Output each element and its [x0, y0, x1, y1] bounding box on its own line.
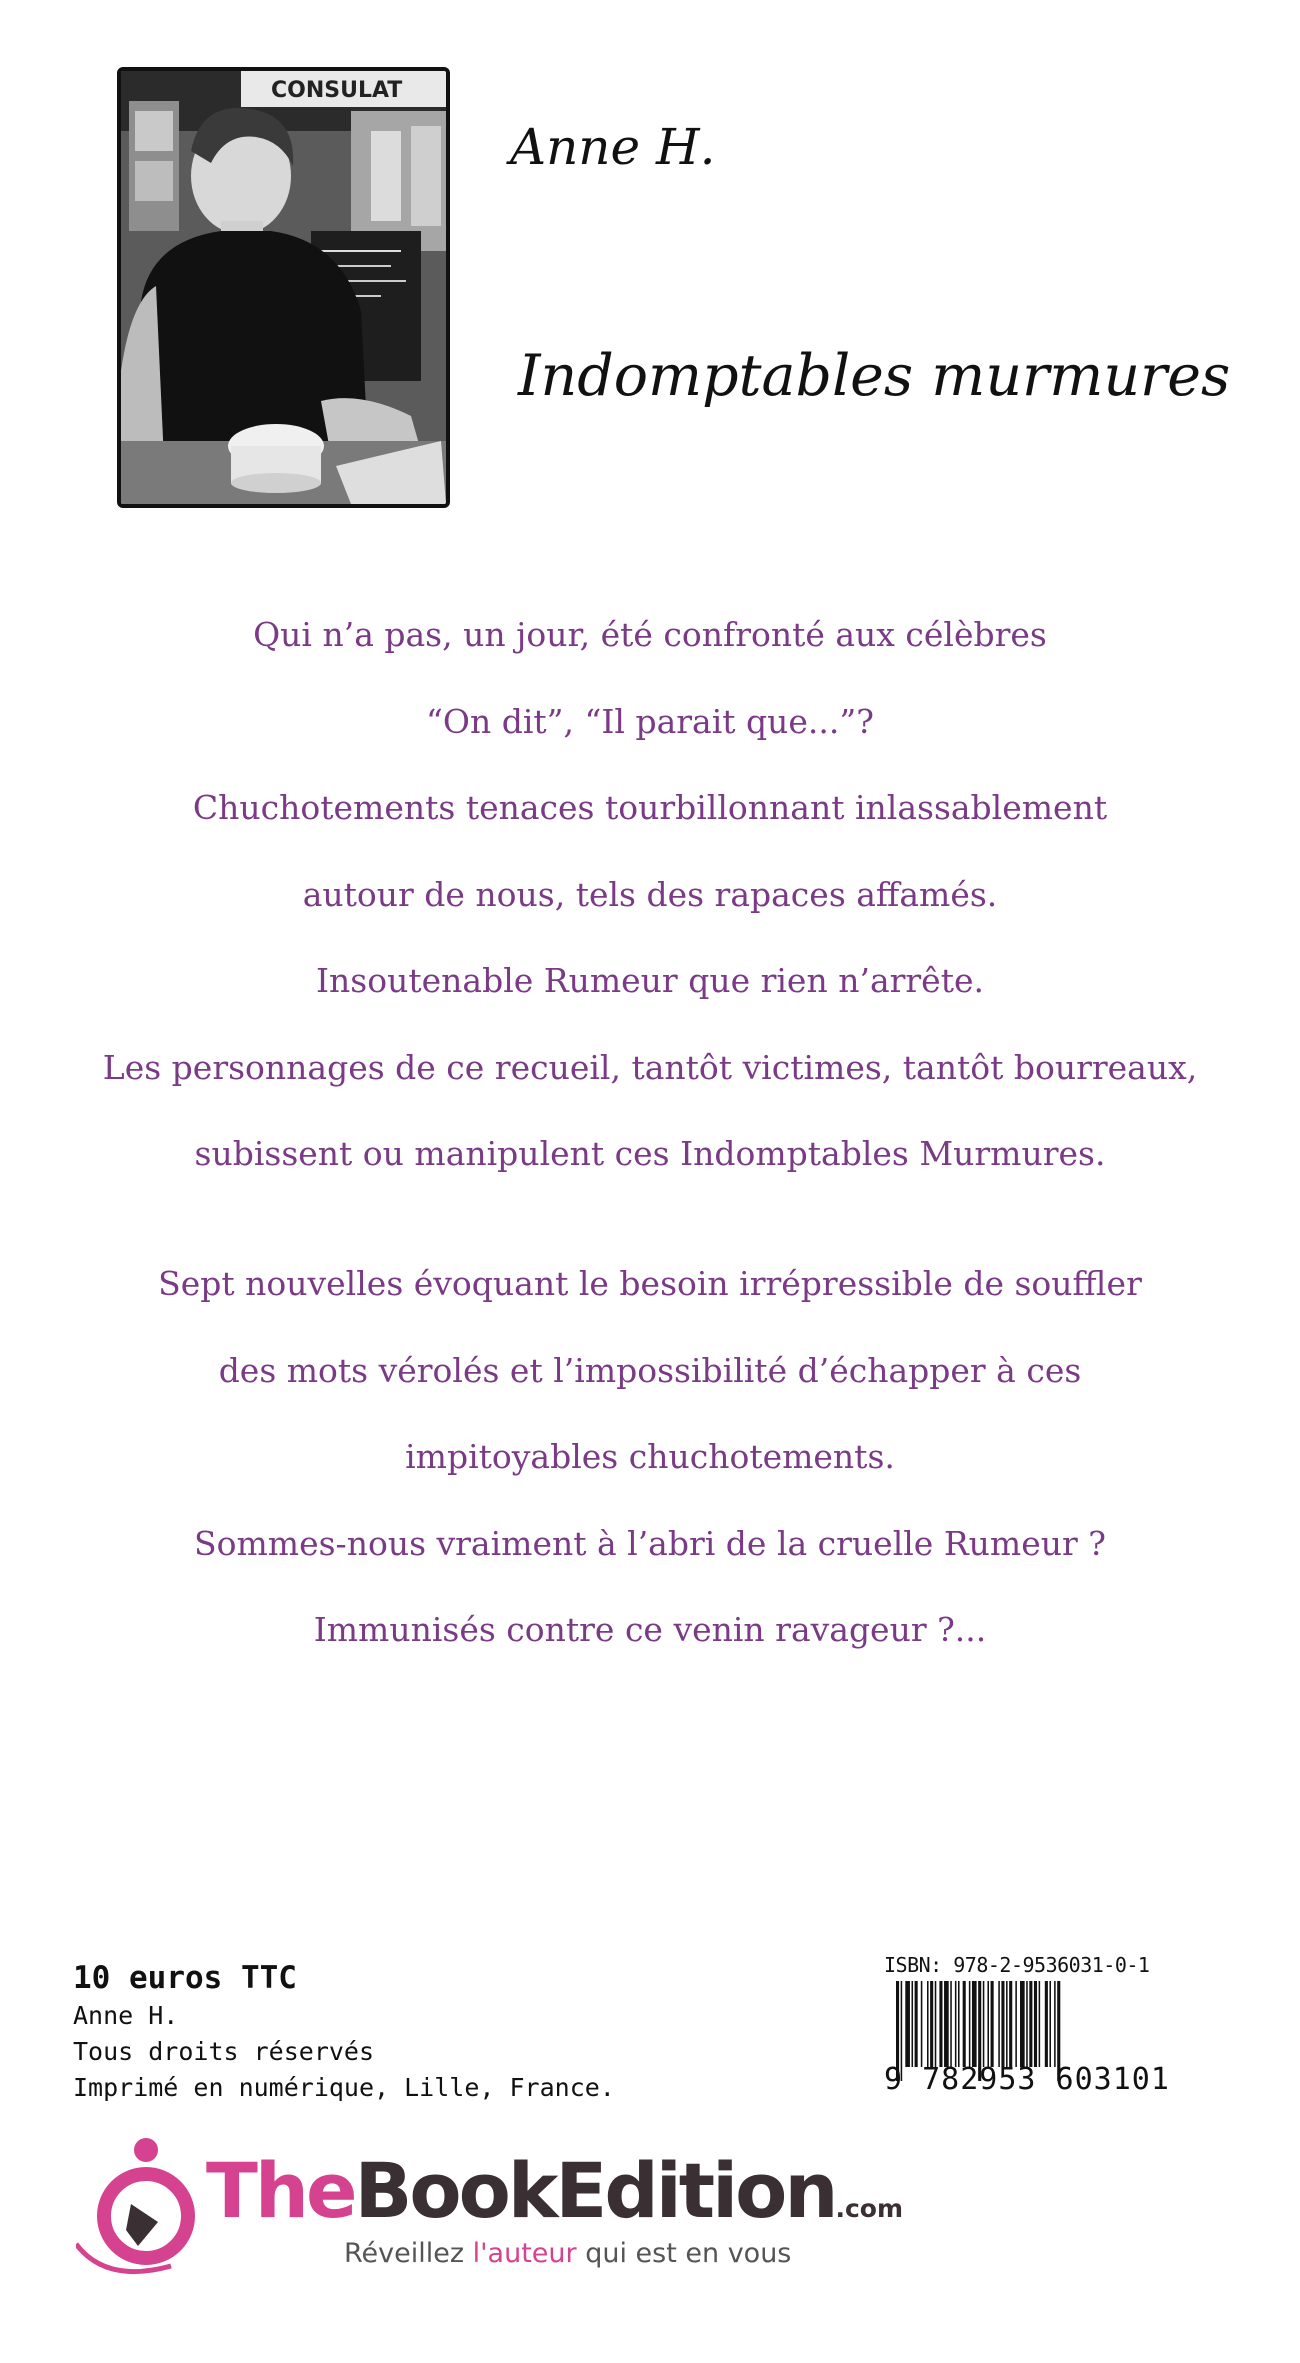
barcode-bar	[1001, 1981, 1004, 2067]
barcode	[884, 1953, 1170, 2097]
blurb-line: “On dit”, “Il parait que...”?	[426, 701, 874, 741]
barcode-bar	[991, 1981, 994, 2067]
barcode-bar	[1020, 1981, 1025, 2067]
barcode-bar	[969, 1981, 971, 2067]
barcode-bar	[1029, 1981, 1032, 2067]
print-location: Imprimé en numérique, Lille, France.	[73, 2073, 615, 2102]
barcode-bar	[939, 1981, 942, 2067]
thebookedition-logo-icon	[76, 2134, 206, 2284]
tagline-accent: l'auteur	[472, 2238, 577, 2269]
barcode-bar	[1026, 1981, 1028, 2067]
barcode-bar	[912, 1981, 914, 2067]
brand-rest: BookEdition	[354, 2146, 836, 2235]
blurb-line: Les personnages de ce recueil, tantôt victimes, tantôt bourreaux,	[102, 1047, 1198, 1087]
brand-the: The	[206, 2146, 355, 2235]
barcode-bar	[921, 1981, 923, 2067]
blurb-line: subissent ou manipulent ces Indomptables Murmures.	[194, 1134, 1106, 1173]
barcode-bar	[1049, 1981, 1051, 2067]
blurb-line: Qui n’a pas, un jour, été confronté aux célèbres	[253, 615, 1047, 654]
barcode-bar	[930, 1981, 933, 2067]
author-photo	[117, 67, 450, 508]
barcode-bar	[972, 1981, 977, 2067]
barcode-bar	[998, 1981, 1000, 2067]
blurb-line: Sept nouvelles évoquant le besoin irrépressible de souffler	[158, 1264, 1142, 1303]
blurb-line: Immunisés contre ce venin ravageur ?...	[313, 1610, 987, 1649]
barcode-bar	[958, 1981, 960, 2067]
barcode-bar	[915, 1981, 918, 2067]
barcode-bar	[987, 1981, 989, 2067]
barcode-bar	[1015, 1981, 1017, 2067]
barcode-bar	[1034, 1981, 1037, 2067]
book-title: Indomptables murmures	[518, 343, 1231, 409]
blurb-paragraph-2	[0, 1241, 1300, 1674]
consulat-sign: CONSULAT	[271, 78, 403, 103]
barcode-bar	[983, 1981, 985, 2067]
imprint-info	[73, 1958, 615, 2106]
blurb-line: Insoutenable Rumeur que rien n’arrête.	[316, 961, 984, 1000]
barcode-bar	[905, 1981, 910, 2067]
barcode-bar	[1054, 1981, 1056, 2067]
tagline-before: Réveillez	[344, 2238, 473, 2269]
rights-notice: Tous droits réservés	[73, 2037, 375, 2066]
barcode-bar	[927, 1981, 929, 2067]
tagline-after: qui est en vous	[576, 2238, 792, 2269]
ean-digits: 9 782953 603101	[884, 2062, 1170, 2097]
barcode-bar	[1006, 1981, 1008, 2067]
isbn-label: ISBN: 978-2-9536031-0-1	[884, 1953, 1150, 1977]
blurb-line: des mots vérolés et l’impossibilité d’échapper à ces	[218, 1350, 1082, 1390]
barcode-bar	[1045, 1981, 1048, 2067]
blurb-line: Sommes-nous vraiment à l’abri de la cruelle Rumeur ?	[194, 1523, 1106, 1563]
blurb-line: impitoyables chuchotements.	[405, 1437, 895, 1476]
author-photo-illustration	[121, 71, 446, 504]
barcode-bar	[935, 1981, 937, 2067]
publisher-logo	[76, 2134, 904, 2294]
imprint-author: Anne H.	[73, 2001, 179, 2030]
blurb-line: autour de nous, tels des rapaces affamés.	[302, 874, 998, 914]
barcode-bar	[944, 1981, 949, 2067]
publisher-tagline	[344, 2238, 791, 2269]
barcode-bar	[963, 1981, 966, 2067]
blurb-line: Chuchotements tenaces tourbillonnant inlassablement	[192, 788, 1108, 827]
brand-suffix: .com	[835, 2194, 904, 2223]
price-label: 10 euros TTC	[73, 1960, 297, 1996]
barcode-bar	[1009, 1981, 1012, 2067]
barcode-bar	[950, 1981, 952, 2067]
barcode-bar	[955, 1981, 957, 2067]
blurb-paragraph-1	[0, 592, 1300, 1198]
barcode-bar	[1039, 1981, 1041, 2067]
author-name: Anne H.	[510, 118, 716, 176]
